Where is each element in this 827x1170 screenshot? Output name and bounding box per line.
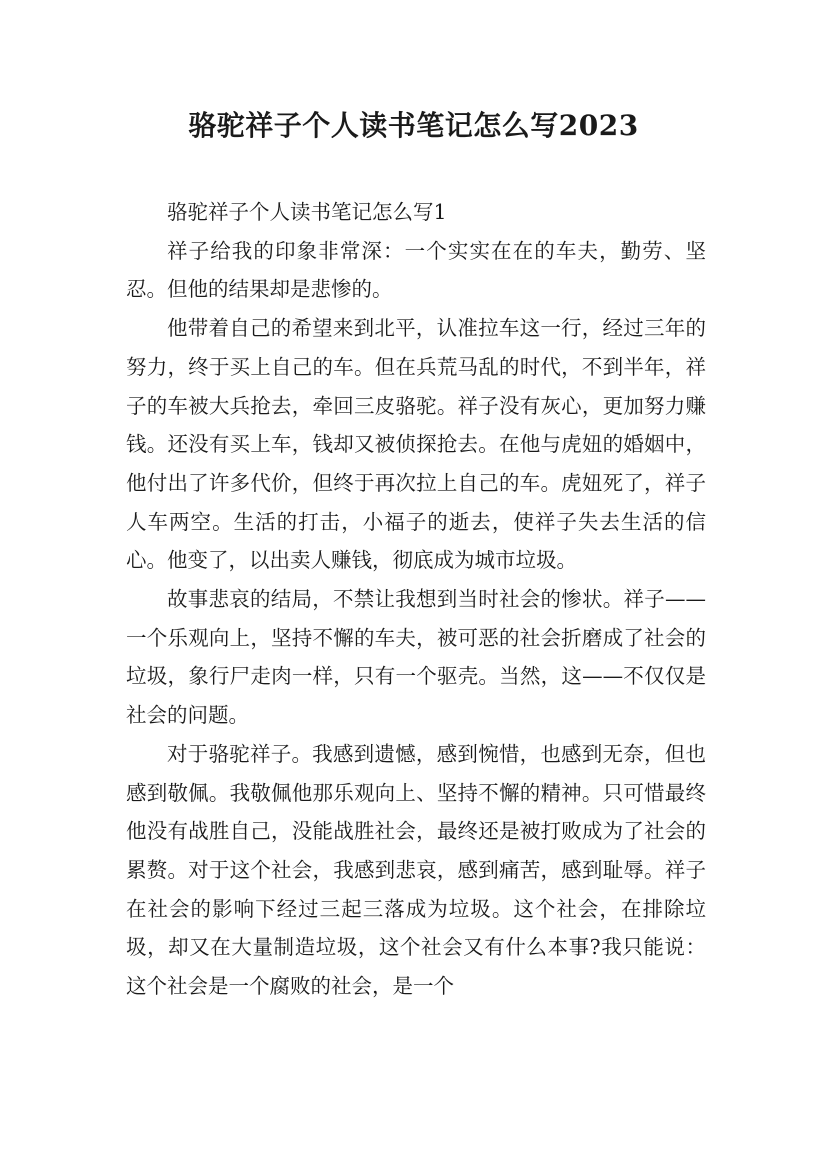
paragraph: 故事悲哀的结局，不禁让我想到当时社会的惨状。祥子——一个乐观向上，坚持不懈的车夫，被可恶的社会折磨成了社会的垃圾，象行尸走肉一样，只有一个驱壳。当然，这——不仅仅是社会的问题。 — [126, 587, 706, 728]
document-title: 骆驼祥子个人读书笔记怎么写2023 — [188, 109, 639, 142]
paragraph: 他带着自己的希望来到北平，认准拉车这一行，经过三年的努力，终于买上自己的车。但在兵荒马乱的时代，不到半年，祥子的车被大兵抢去，牵回三皮骆驼。祥子没有灰心，更加努力赚钱。还没有买上车，钱却又被侦探抢去。在他与虎妞的婚姻中，他付出了许多代价，但终于再次拉上自己的车。虎妞死了，祥子人车两空。生活的打击，小福子的逝去，使祥子失去生活的信心。他变了，以出卖人赚钱，彻底成为城市垃圾。 — [126, 316, 706, 573]
paragraph: 对于骆驼祥子。我感到遗憾，感到惋惜，也感到无奈，但也感到敬佩。我敬佩他那乐观向上、坚持不懈的精神。只可惜最终他没有战胜自己，没能战胜社会，最终还是被打败成为了社会的累赘。对于这个社会，我感到悲哀，感到痛苦，感到耻辱。祥子在社会的影响下经过三起三落成为垃圾。这个社会，在排除垃圾，却又在大量制造垃圾，这个社会又有什么本事?我只能说：这个社会是一个腐败的社会，是一个 — [126, 741, 706, 999]
section-heading: 骆驼祥子个人读书笔记怎么写1 — [167, 200, 447, 224]
document-body — [126, 193, 706, 1006]
paragraph: 祥子给我的印象非常深：一个实实在在的车夫，勤劳、坚忍。但他的结果却是悲惨的。 — [126, 238, 706, 302]
